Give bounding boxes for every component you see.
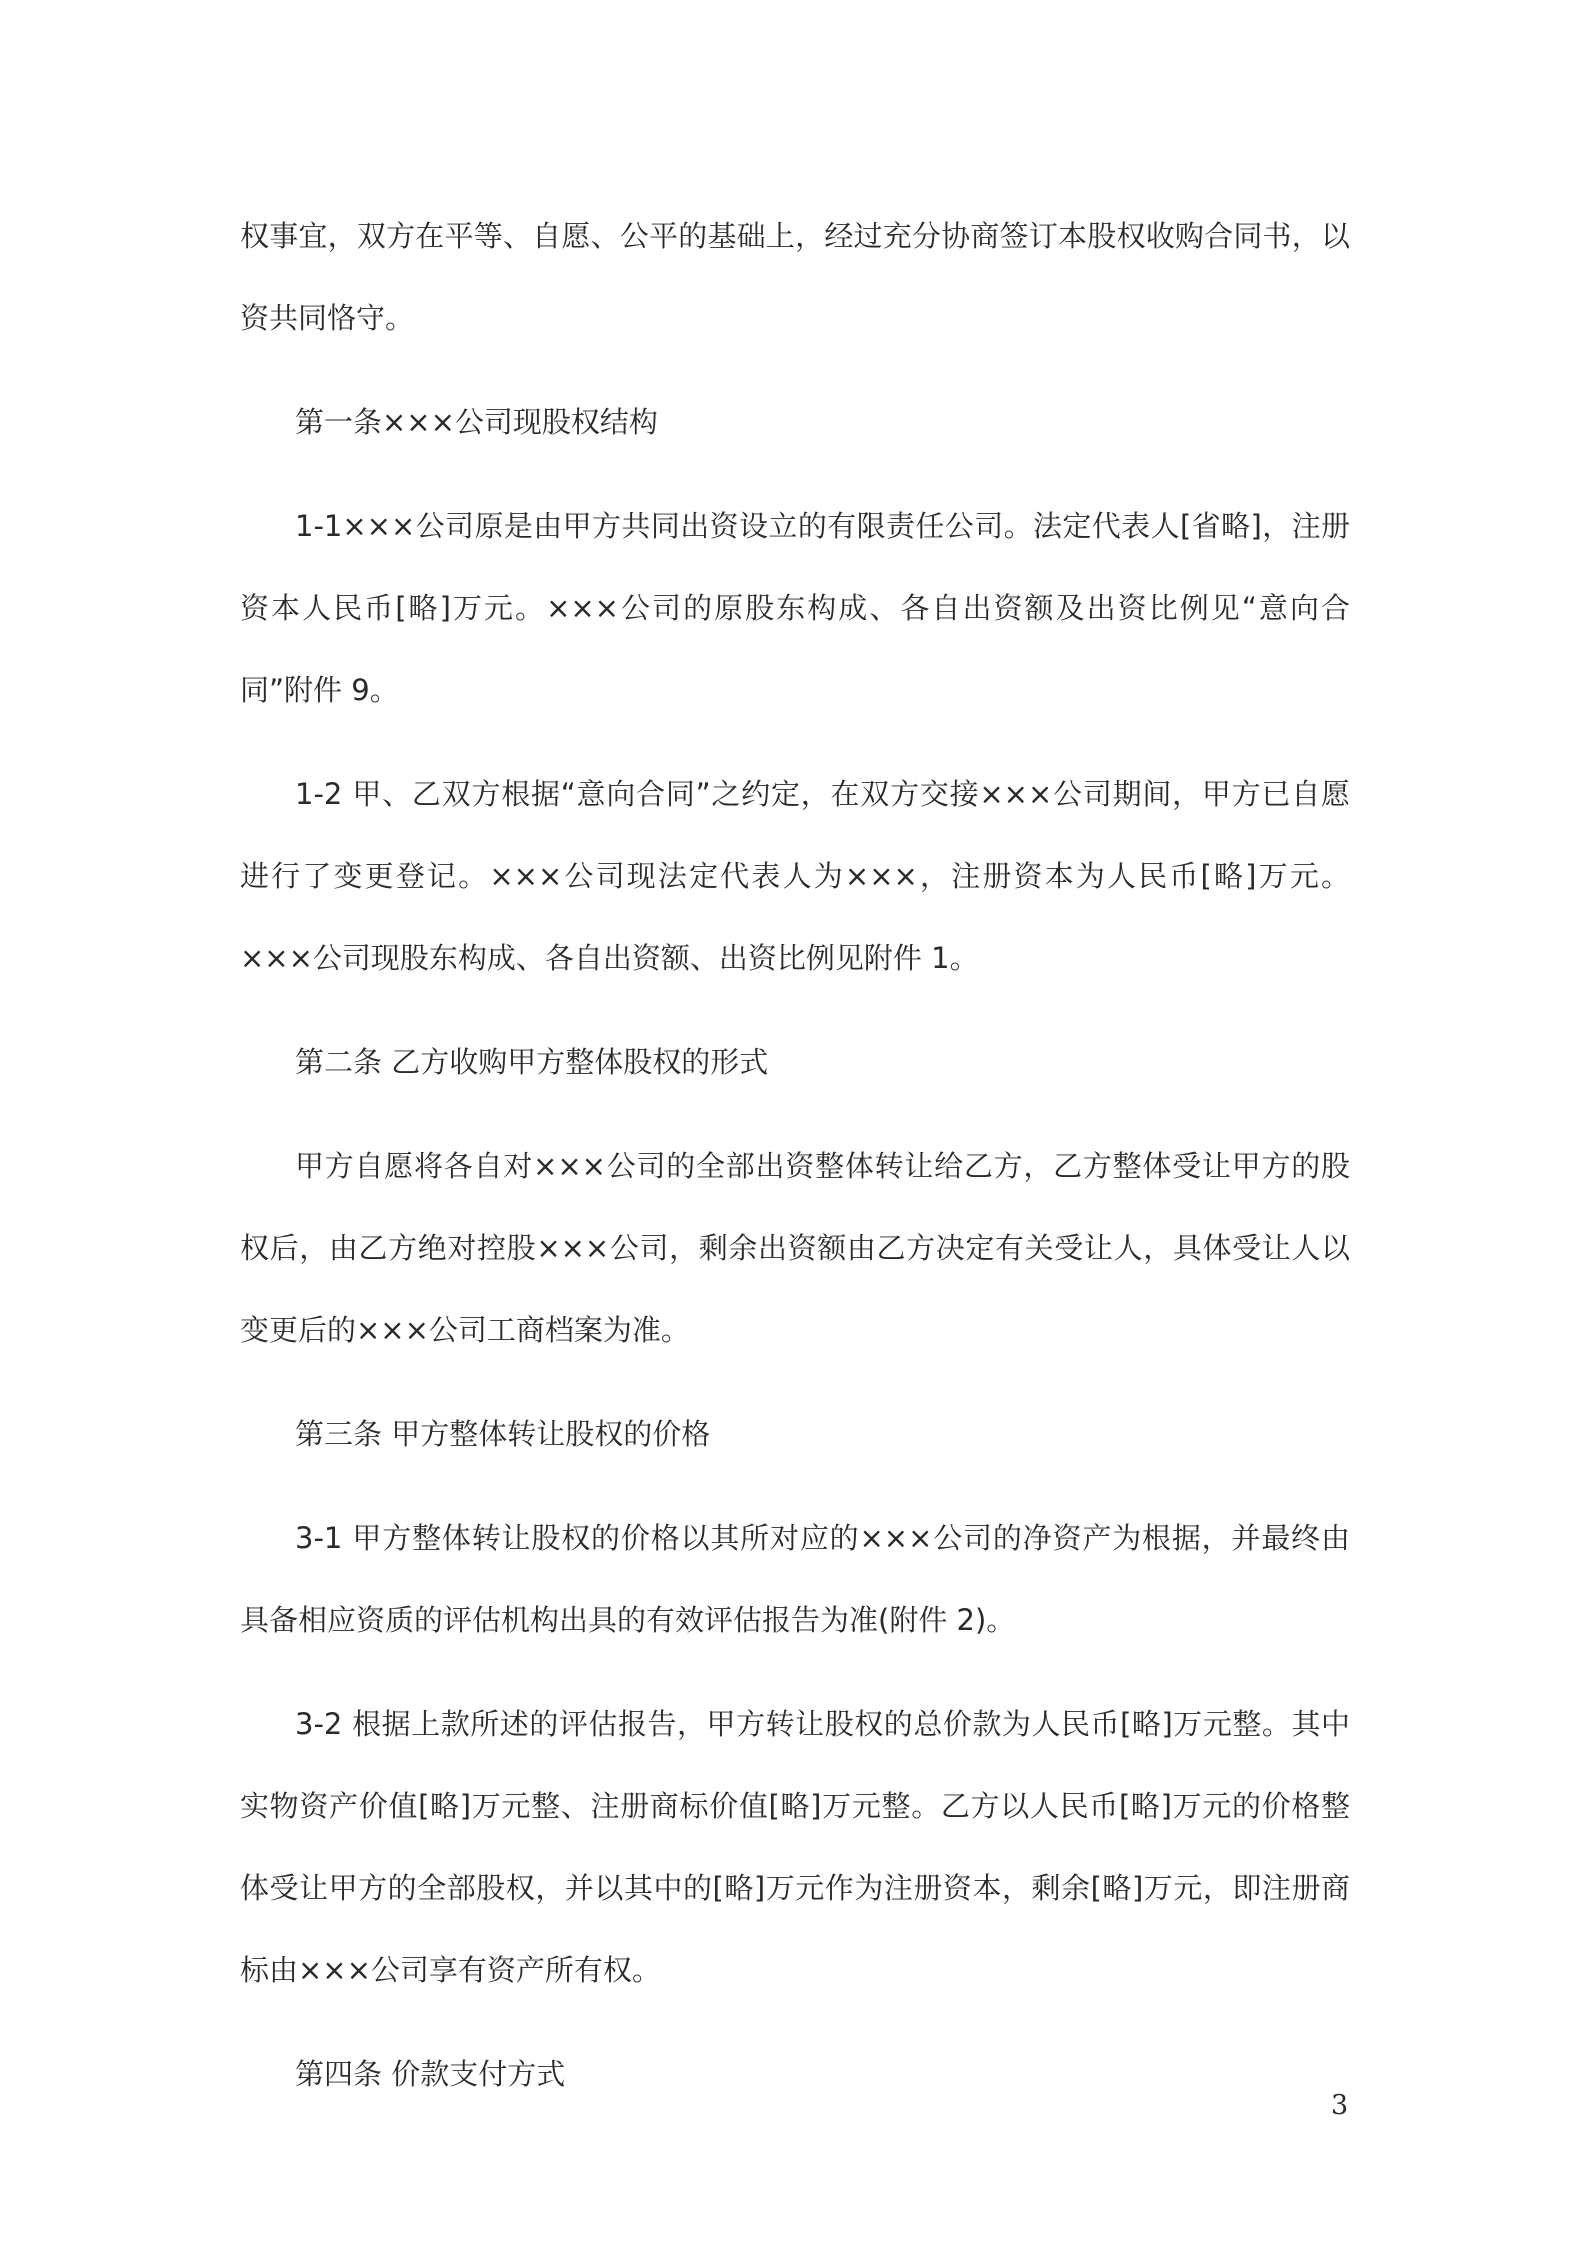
article-2-heading: 第二条 乙方收购甲方整体股权的形式 [295, 1045, 769, 1079]
page-number: 3 [1331, 2090, 1349, 2121]
document-body [240, 195, 1350, 2137]
article-4-heading: 第四条 价款支付方式 [295, 2057, 566, 2091]
article-1-heading: 第一条×××公司现股权结构 [295, 405, 658, 439]
paragraph-1-1: 1-1×××公司原是由甲方共同出资设立的有限责任公司。法定代表人[省略]，注册资本人民币[略]万元。×××公司的原股东构成、各自出资额及出资比例见“意向合同”附件 9。 [240, 509, 1350, 707]
paragraph-1-2: 1-2 甲、乙双方根据“意向合同”之约定，在双方交接×××公司期间，甲方已自愿进行了变更登记。×××公司现法定代表人为×××，注册资本为人民币[略]万元。×××公司现股东构成、各自出资额、出资比例见附件 1。 [240, 777, 1350, 975]
article-3-heading: 第三条 甲方整体转让股权的价格 [295, 1417, 711, 1451]
paragraph-article-2: 甲方自愿将各自对×××公司的全部出资整体转让给乙方，乙方整体受让甲方的股权后，由乙方绝对控股×××公司，剩余出资额由乙方决定有关受让人，具体受让人以变更后的×××公司工商档案为准。 [240, 1149, 1350, 1347]
paragraph-3-2: 3-2 根据上款所述的评估报告，甲方转让股权的总价款为人民币[略]万元整。其中实物资产价值[略]万元整、注册商标价值[略]万元整。乙方以人民币[略]万元的价格整体受让甲方的全部股权，并以其中的[略]万元作为注册资本，剩余[略]万元，即注册商标由×××公司享有资产所有权。 [240, 1707, 1350, 1987]
paragraph-continuation: 权事宜，双方在平等、自愿、公平的基础上，经过充分协商签订本股权收购合同书，以资共同恪守。 [240, 219, 1350, 335]
paragraph-3-1: 3-1 甲方整体转让股权的价格以其所对应的×××公司的净资产为根据，并最终由具备相应资质的评估机构出具的有效评估报告为准(附件 2)。 [240, 1521, 1350, 1637]
